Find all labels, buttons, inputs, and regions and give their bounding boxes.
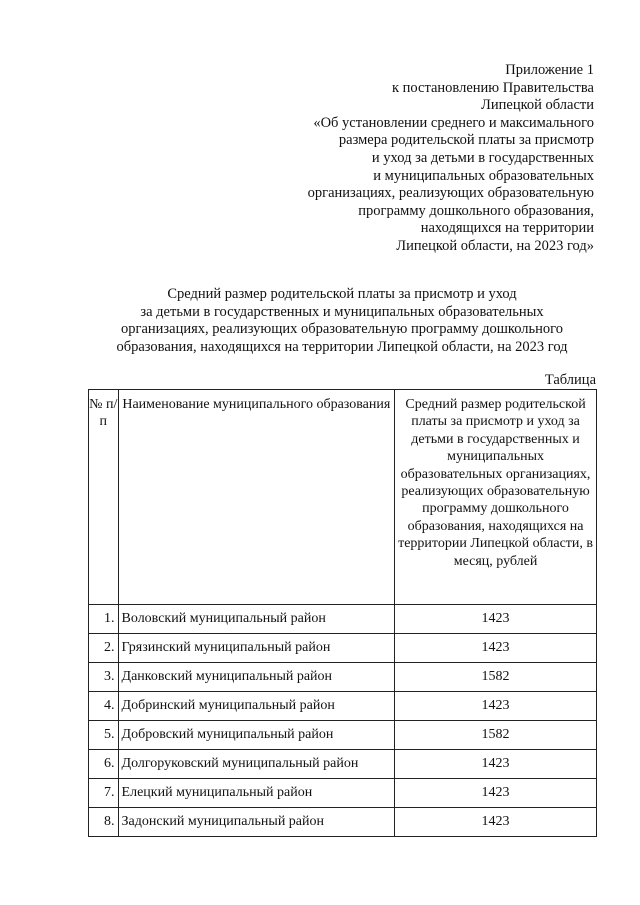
table-row — [89, 750, 597, 779]
table-header-row — [89, 390, 597, 605]
appendix-line: Липецкой области — [481, 97, 594, 114]
appendix-line: к постановлению Правительства — [392, 79, 594, 96]
row-name: Грязинский муниципальный район — [118, 634, 395, 663]
row-fee: 1582 — [395, 721, 597, 750]
heading-line: Средний размер родительской платы за присмотр и уход — [167, 286, 517, 302]
table-row — [89, 808, 597, 837]
table-row — [89, 692, 597, 721]
header-fee: Средний размер родительской платы за присмотр и уход за детьми в государственных и муниципальных образовательных организациях, реализующих образовательную программу дошкольного образования, находящихся на территории Липецкой области, в месяц, рублей — [395, 390, 597, 605]
row-number: 6. — [89, 750, 119, 779]
row-number: 1. — [89, 605, 119, 634]
row-fee: 1423 — [395, 750, 597, 779]
appendix-block — [234, 62, 594, 256]
row-number: 4. — [89, 692, 119, 721]
row-number: 3. — [89, 663, 119, 692]
row-name: Задонский муниципальный район — [118, 808, 395, 837]
row-number: 7. — [89, 779, 119, 808]
row-name: Воловский муниципальный район — [118, 605, 395, 634]
appendix-line: Липецкой области, на 2023 год» — [396, 237, 594, 254]
row-name: Добровский муниципальный район — [118, 721, 395, 750]
table-row — [89, 634, 597, 663]
document-heading — [88, 286, 596, 356]
appendix-line: программу дошкольного образования, — [358, 202, 594, 219]
row-fee: 1423 — [395, 779, 597, 808]
table-row — [89, 721, 597, 750]
row-fee: 1423 — [395, 692, 597, 721]
header-name: Наименование муниципального образования — [118, 390, 395, 605]
appendix-line: и муниципальных образовательных — [373, 167, 594, 184]
header-number: № п/п — [89, 390, 119, 605]
row-fee: 1423 — [395, 808, 597, 837]
row-fee: 1423 — [395, 634, 597, 663]
row-number: 2. — [89, 634, 119, 663]
table-row — [89, 779, 597, 808]
row-fee: 1582 — [395, 663, 597, 692]
heading-line: за детьми в государственных и муниципальных образовательных — [140, 303, 544, 320]
row-name: Данковский муниципальный район — [118, 663, 395, 692]
appendix-line: размера родительской платы за присмотр — [338, 132, 594, 149]
row-name: Долгоруковский муниципальный район — [118, 750, 395, 779]
row-name: Елецкий муниципальный район — [118, 779, 395, 808]
table-label: Таблица — [544, 372, 596, 388]
table-row — [89, 663, 597, 692]
fee-table — [88, 389, 597, 837]
table-row — [89, 605, 597, 634]
row-number: 8. — [89, 808, 119, 837]
appendix-line: организациях, реализующих образовательную — [307, 185, 594, 202]
appendix-line: находящихся на территории — [420, 220, 594, 237]
heading-line: организациях, реализующих образовательную программу дошкольного — [121, 321, 563, 337]
row-fee: 1423 — [395, 605, 597, 634]
row-number: 5. — [89, 721, 119, 750]
appendix-line: «Об установлении среднего и максимального — [313, 114, 594, 131]
heading-line: образования, находящихся на территории Липецкой области, на 2023 год — [116, 338, 568, 355]
appendix-line: Приложение 1 — [505, 62, 594, 78]
row-name: Добринский муниципальный район — [118, 692, 395, 721]
appendix-line: и уход за детьми в государственных — [371, 149, 594, 166]
